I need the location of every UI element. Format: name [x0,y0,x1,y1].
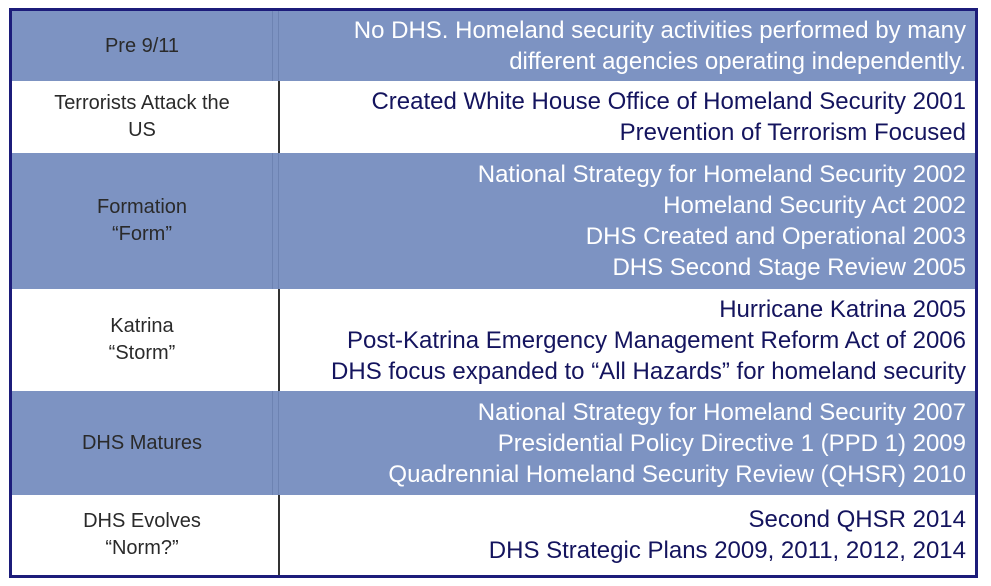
events-cell [279,11,975,81]
event-text: Homeland Security Act 2002 [663,192,966,219]
event-text: Second QHSR 2014 [748,506,966,533]
phase-label: DHS Matures [81,431,203,454]
event-text: DHS focus expanded to “All Hazards” for homeland security [331,357,966,385]
column-divider [272,495,280,575]
column-divider [272,289,280,391]
event-text: different agencies operating independently. [509,48,966,75]
event-text: Prevention of Terrorism Focused [619,119,966,146]
table-row [12,289,975,391]
column-divider [272,391,279,495]
event-text: Created White House Office of Homeland Security 2001 [371,88,966,115]
event-text: DHS Created and Operational 2003 [585,223,966,250]
table-row [12,11,975,81]
phase-label: Pre 9/11 [104,34,180,57]
event-text: DHS Second Stage Review 2005 [612,254,966,281]
event-text: Hurricane Katrina 2005 [719,295,966,323]
phase-cell [12,81,272,153]
events-cell [280,289,975,391]
table-row [12,81,975,153]
events-cell [280,81,975,153]
phase-cell [12,289,272,391]
table-row [12,153,975,289]
events-cell [279,391,975,495]
phase-label: “Form” [112,223,172,245]
event-text: National Strategy for Homeland Security 2002 [477,161,966,188]
event-text: National Strategy for Homeland Security 2007 [477,398,966,426]
phase-label: “Norm?” [105,537,179,559]
event-text: Presidential Policy Directive 1 (PPD 1) 2009 [497,429,966,457]
events-cell [280,495,975,575]
event-text: DHS Strategic Plans 2009, 2011, 2012, 2014 [488,537,966,564]
events-cell [279,153,975,289]
phase-label: “Storm” [108,342,176,364]
event-text: No DHS. Homeland security activities performed by many [353,17,966,44]
phase-label: DHS Evolves [83,510,201,532]
phase-cell [12,391,272,495]
phase-cell [12,153,272,289]
table-row [12,391,975,495]
timeline-table [9,8,978,578]
table-row [12,495,975,575]
phase-label: Formation [96,196,188,218]
phase-cell [12,11,272,81]
column-divider [272,153,279,289]
event-text: Quadrennial Homeland Security Review (QHSR) 2010 [388,460,966,488]
phase-label: Katrina [110,315,174,337]
phase-cell [12,495,272,575]
phase-label: Terrorists Attack the [54,92,230,114]
phase-label: US [128,119,156,141]
event-text: Post-Katrina Emergency Management Reform Act of 2006 [347,326,966,354]
column-divider [272,81,280,153]
column-divider [272,11,279,81]
